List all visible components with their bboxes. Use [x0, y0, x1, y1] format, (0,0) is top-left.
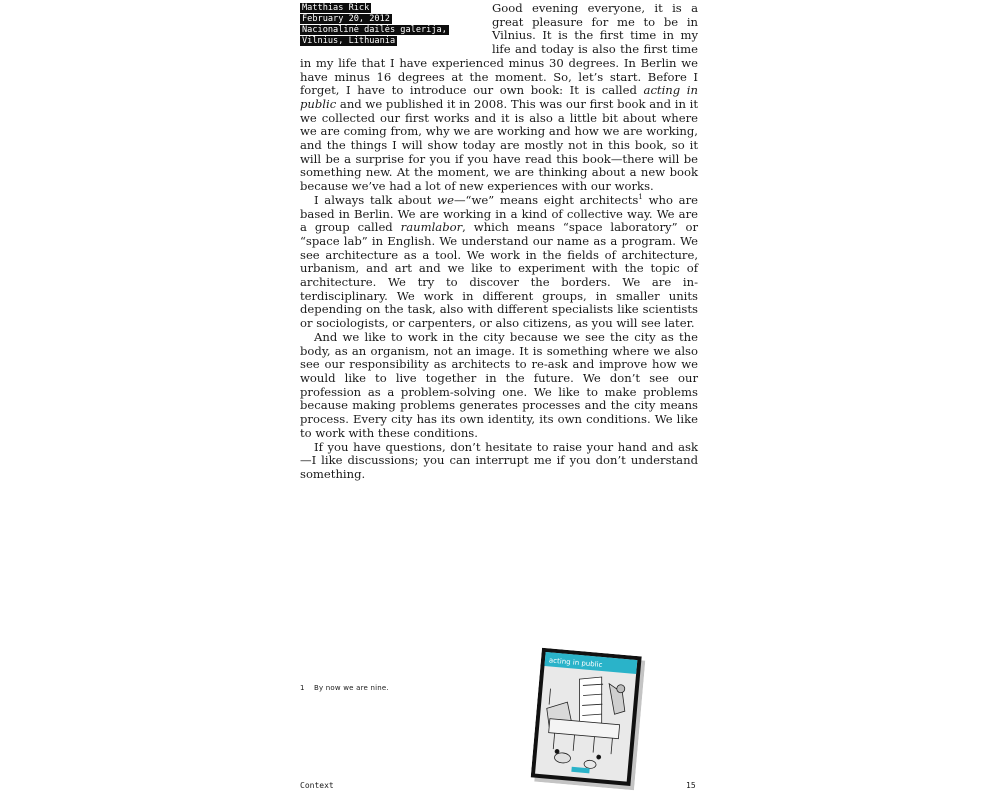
paragraph-2-a: I always talk about: [314, 192, 438, 207]
talk-venue: Nacionalinė dailės galerija,: [302, 25, 447, 35]
paragraph-2-b: —“we” means eight architects: [453, 192, 639, 207]
running-footer: Context: [300, 781, 334, 790]
book-cover-illustration: [530, 648, 645, 791]
paragraph-3: And we like to work in the city because we see the city as the body, as an organism, not an image. It is something where we also see our responsibility as architects to re-ask and improve how we would like to live together in the future. We don’t see our profession as a problem-solving one. We like to make problems because making problems generates processes and the city means process. Every city has its own identity, its own conditions. We like to work with these conditions.: [300, 329, 698, 440]
footnote-marker[interactable]: 1: [638, 192, 643, 201]
we-emphasis: we: [437, 192, 454, 207]
page-number: 15: [686, 781, 696, 790]
paragraph-2: [300, 194, 698, 331]
paragraph-1-text: Good evening everyone, it is a great pleasure for me to be in Vilnius. It is the first time in my life and today is also the first time in my life that I have experienced minus 30 degrees. In Berlin we have minus 16 degrees at the moment. So, let’s start. Before I forget, I have to introduce our own book: It is called: [300, 1, 698, 98]
main-text: [300, 2, 698, 482]
paragraph-1-end: and we published it in 2008. This was our first book and in it we collected our first works and it is also a little bit about where we are coming from, why we are working and how we are working, and the things I will show today are mostly not in this book, so it will be a surprise for you if you have read this book—there will be something new. At the moment, we are thinking about a new book because we’ve had a lot of new experiences with our works.: [300, 96, 698, 194]
book-cover-image: [530, 648, 645, 791]
cover-title: acting in public: [548, 656, 603, 670]
footnote-number: 1: [300, 684, 305, 692]
raumlabor-emphasis: raumlabor: [400, 220, 463, 235]
paragraph-2-c: who are based in Berlin. We are working in a kind of collective way. We are a group called: [300, 192, 698, 235]
book-title-emphasis: acting in public: [300, 83, 698, 111]
talk-date: February 20, 2012: [302, 14, 390, 24]
footnote: [300, 684, 389, 692]
paragraph-4: If you have questions, don’t hesitate to raise your hand and ask—I like discussions; you can interrupt me if you don’t understand something.: [300, 439, 698, 481]
paragraph-2-d: , which means “space laboratory” or “space lab” in English. We understand our name as a program. We see architecture as a tool. We work in the fields of architecture, urbanism, and art and we like to experiment with the topic of architecture. We try to discover the borders. We are interdisciplinary. We work in different groups, in smaller units depending on the task, also with different specialists like scientists or sociologists, or carpenters, or also citizens, as you will see later.: [300, 220, 699, 331]
talk-city: Vilnius, Lithuania: [302, 36, 396, 46]
author-name: Matthias Rick: [302, 3, 370, 13]
footnote-text: By now we are nine.: [314, 684, 389, 692]
